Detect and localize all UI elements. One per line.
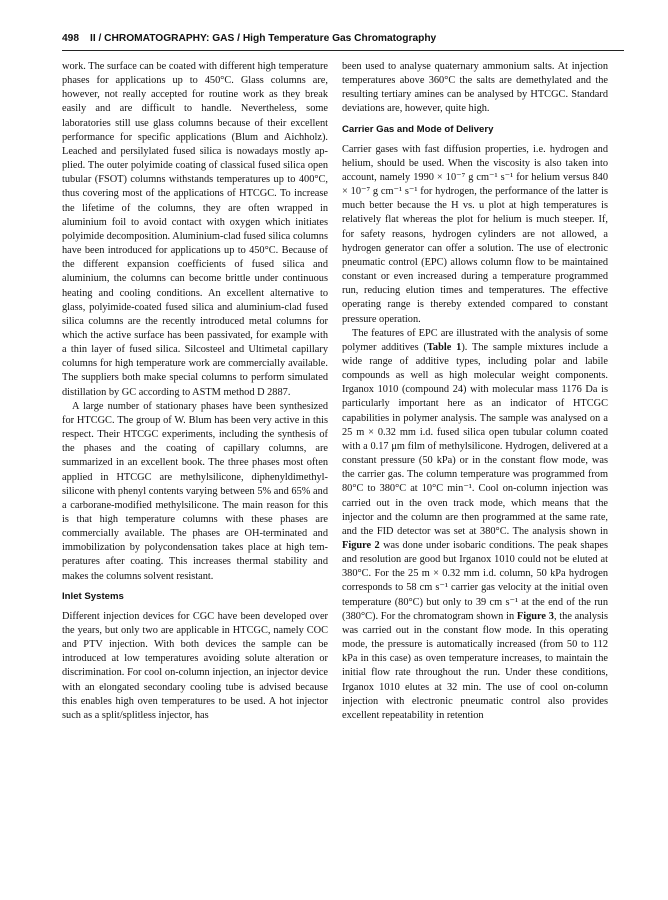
paragraph: Different injection devices for CGC have been developed over the years, but only two are applicable in HTCGC, namely COC and PTV injection. With both devices the sample can be introduced at low temperatures avoiding solute alteration or discrimination. For cool on-column injection, an injector device with an elongated secondary cooling tube is advised because this enables high oven temperatures to be used. A hot injector such as a split/splitless injector, has	[62, 610, 328, 721]
figure-reference-link[interactable]: Figure 3	[516, 610, 554, 622]
paragraph-text: , the analysis was carried out in the constant flow mode. In this operating mode, the pressure is automatically increased (from 50 to 112 kPa in this case) as oven temperature increases, to maintain the initial flow rate throughout the run. Under these conditions, Irganox 1010 elutes at 32 min. The use of cool on-column injection with electronic pneumatic control also provides excellent repeatability in retention	[342, 610, 608, 721]
paragraph	[342, 327, 608, 723]
paragraph-text: was done under isobaric conditions. The peak shapes and resolution are good but Irganox 1010 could not be eluted at 380°C. For the 25 m × 0.32 mm i.d. column, 50 kPa hydrogen corresponds to 58 cm s⁻¹ carrier gas velocity at the initial oven temperature (80°C) but only to 39 cm s⁻¹ at the end of the run (380°C). For the chromatogram shown in	[342, 540, 609, 622]
header-rule	[62, 50, 624, 51]
paragraph: A large number of stationary phases have been synthesized for HTCGC. The group of W. Blum has been very active in this respect. Their HTCGC experiments, including the synthesis of the phases and the coating of capillary columns, are summarized in an excellent book. The three phases most often applied in HTCGC are methylsilicone, diphenyldimethylsilicone with phenyl contents varying between 5% and 65% and a carborane-modified methylsilicone. The main reason for this is that high temperature columns with these phases are commercially available. The phases are OH-terminated and immobilization by polycondensation takes place at high temperatures after coating. This increases thermal stability and makes the columns solvent resistant.	[62, 400, 328, 582]
paragraph: work. The surface can be coated with different high temperature phases for applications up to 450°C. Glass columns are, however, not really accepted for routine work as they break easily and are difficult to handle. Nevertheless, some laboratories still use glass columns because of their excellent performance for specific applications (Blum and Aichholz). Leached and persilylated fused silica is nowadays mostly applied. The outer polyimide coating of classical fused silica open tubular (FSOT) columns withstands temperatures up to 400°C, thus covering most of the applications of HTCGC. To increase the lifetime of the columns, they are often wrapped in aluminium foil to avoid contact with oxygen which initiates polyimide decomposition. Aluminium-clad fused silica columns have been introduced for applications up to 450°C. Because of the different expansion coefficients of fused silica and aluminium, the columns can become brittle under continuous heating and cooling conditions. An excellent alternative to glass, polyimide-coated fused silica and aluminium-clad fused silica columns are the recently introduced metal columns for which the active surface has been passivated, for example with a thin layer of fused silica. Silcosteel and Ultimetal capillary columns for high temperature work are commercially available. The suppliers both make special columns to perform simulated distillation by GC according to ASTM method D 2887.	[62, 61, 328, 398]
page-number: 498	[62, 33, 79, 44]
paragraph: Carrier gases with fast diffusion properties, i.e. hydrogen and helium, should be used. When the viscosity is also taken into account, namely 1990 × 10⁻⁷ g cm⁻¹ s⁻¹ for helium versus 840 × 10⁻⁷ g cm⁻¹ s⁻¹ for hydrogen, the performance of the latter is much better because the H vs. u plot at high temperatures is relatively flat whereas the plot for helium is much steeper. If, for safety reasons, hydrogen cylinders are not allowed, a hydrogen generator can offer a solution. The use of electronic pneumatic control (EPC) allows column flow to be maintained constant or even increased during a temperature programmed run, reducing elution times and temperatures. The effective operating range is thereby extended compared to constant pressure operation.	[342, 143, 608, 325]
paragraph: been used to analyse quaternary ammonium salts. At injection temperatures above 360°C the salts are demethylated and the resulting tertiary amines can be analysed by HTCGC. Standard deviations are, however, quite high.	[342, 61, 608, 115]
table-reference-link[interactable]: Table 1	[426, 341, 462, 353]
right-column	[342, 60, 608, 723]
section-heading-inlet-systems: Inlet Systems	[62, 590, 124, 602]
running-header	[62, 33, 624, 44]
left-column	[62, 60, 328, 723]
paragraph-text: ). The sample mixtures include a wide range of additive types, including polar and labile compounds as well as high molecular weight components. Irganox 1010 (compound 24) with molecular mass 1176 Da is particularly important here as an indicator of HTCGC capabilities in polymer analysis. The sample was analysed on a 25 m × 0.32 mm i.d. fused silica open tubular column coated with a 0.17 μm film of methylsilicone. Hydrogen, delivered at a constant pressure (50 kPa) or in the constant flow mode, was the carrier gas. The column temperature was programmed from 80°C to 380°C at 10°C min⁻¹. Cool on-column injection was carried out in the oven track mode, which means that the injector and the column are then programmed at the same rate, and the FID detector was set at 380°C. The analysis shown in	[342, 341, 608, 537]
figure-reference-link[interactable]: Figure 2	[342, 540, 380, 551]
paragraph-text: The features of EPC are illustrated with the analysis of some polymer additives (	[342, 327, 608, 353]
running-title: II / CHROMATOGRAPHY: GAS / High Temperature Gas Chromatography	[90, 33, 437, 44]
section-heading-carrier-gas: Carrier Gas and Mode of Delivery	[342, 123, 494, 135]
